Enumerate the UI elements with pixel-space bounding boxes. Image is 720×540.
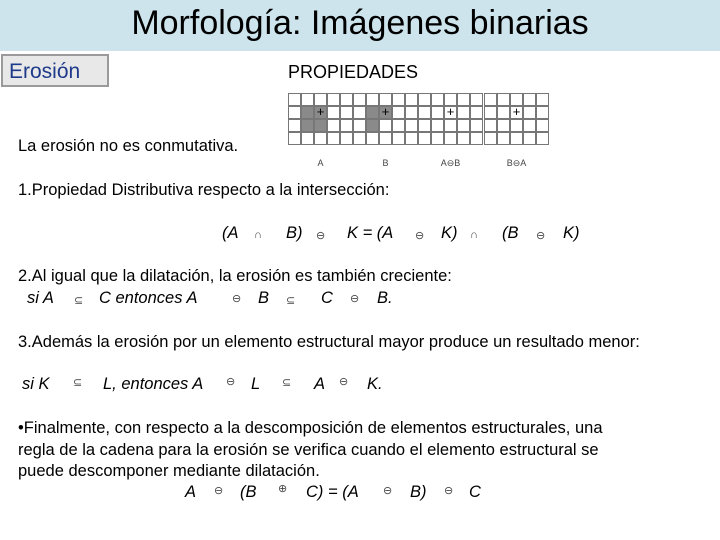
grid-cell (418, 106, 431, 119)
pixel-grid (353, 93, 418, 145)
grid-cell (484, 132, 497, 145)
grid-cell (405, 106, 418, 119)
grid-cell (470, 132, 483, 145)
formula-term: si A (27, 289, 54, 307)
formula-term: C entonces A (99, 289, 198, 307)
grid-cell (523, 132, 536, 145)
formula-term: K = (A (347, 224, 394, 242)
grid-cell (392, 132, 405, 145)
grid-cell (340, 119, 353, 132)
grid-cell (497, 93, 510, 106)
chain-rule-line-1: •Finalmente, con respecto a la descomposición de elementos estructurales, una (18, 419, 603, 437)
pixel-grid (484, 93, 549, 145)
erosion-symbol: ⊖ (226, 376, 236, 388)
formula-term: C (469, 483, 481, 501)
property-3-heading: 3.Además la erosión por un elemento estructural mayor produce un resultado menor: (18, 333, 640, 351)
grid-cell (510, 119, 523, 132)
grid-cell (288, 132, 301, 145)
grid-caption: B (382, 158, 389, 168)
formula-term: K. (367, 375, 383, 393)
grid-cell (353, 119, 366, 132)
properties-title: PROPIEDADES (288, 62, 419, 82)
grid-cell (523, 93, 536, 106)
subset-symbol: ⊆ (286, 295, 296, 307)
grid-cell (484, 106, 497, 119)
grid-cell (392, 93, 405, 106)
erosion-symbol: ⊖ (536, 230, 546, 242)
erosion-symbol: ⊖ (350, 293, 360, 305)
grid-cell (405, 93, 418, 106)
grid-cell (457, 93, 470, 106)
slide-title: Morfología: Imágenes binarias (131, 4, 589, 42)
grid-cell (301, 93, 314, 106)
grid-cell (497, 119, 510, 132)
grid-cell (288, 119, 301, 132)
grid-cell (379, 132, 392, 145)
grid-cell (366, 106, 379, 119)
grid-cell (392, 119, 405, 132)
section-tab (1, 54, 109, 87)
origin-marker: + (446, 104, 455, 119)
grid-cell (418, 132, 431, 145)
grid-cell (288, 93, 301, 106)
grid-cell (510, 132, 523, 145)
pixel-grid (288, 93, 353, 145)
grid-cell (484, 119, 497, 132)
grid-cell (536, 132, 549, 145)
grid-cell (353, 106, 366, 119)
property-1-heading: 1.Propiedad Distributiva respecto a la intersección: (18, 181, 390, 199)
intersection-symbol: ∩ (470, 229, 478, 241)
grid-cell (536, 119, 549, 132)
grid-cell (418, 119, 431, 132)
non-commutative-text: La erosión no es conmutativa. (18, 137, 239, 155)
grid-cell (536, 93, 549, 106)
grid-cell (405, 132, 418, 145)
grid-cell (379, 119, 392, 132)
grid-cell (314, 119, 327, 132)
formula-term: L (251, 375, 261, 393)
grid-cell (353, 132, 366, 145)
grid-cell (340, 106, 353, 119)
grid-cell (314, 132, 327, 145)
grid-cell (327, 106, 340, 119)
chain-rule-line-3: puede descomponer mediante dilatación. (18, 462, 320, 480)
chain-rule-line-2: regla de la cadena para la erosión se verifica cuando el elemento estructural se (18, 441, 599, 459)
formula-term: B) (286, 224, 303, 242)
formula-term: (A (222, 224, 239, 242)
section-label: Erosión (9, 60, 81, 83)
grid-cell (366, 119, 379, 132)
grid-cell (392, 106, 405, 119)
erosion-symbol: ⊖ (316, 230, 326, 242)
grid-cell (288, 106, 301, 119)
origin-marker: + (512, 104, 521, 119)
grid-cell (457, 119, 470, 132)
grid-cell (431, 93, 444, 106)
formula-term: K) (563, 224, 580, 242)
grid-cell (366, 132, 379, 145)
grid-cell (431, 132, 444, 145)
grid-cell (484, 93, 497, 106)
formula-term: (B (502, 224, 519, 242)
formula-term: L, entonces A (103, 375, 204, 393)
grid-cell (497, 106, 510, 119)
grid-cell (444, 132, 457, 145)
formula-term: B) (410, 483, 427, 501)
grid-cell (523, 106, 536, 119)
grid-cell (327, 132, 340, 145)
grid-cell (327, 119, 340, 132)
formula-term: C) = (A (306, 483, 359, 501)
erosion-symbol: ⊖ (214, 485, 224, 497)
grid-cell (418, 93, 431, 106)
grid-cell (405, 119, 418, 132)
grid-cell (457, 132, 470, 145)
grid-caption: B⊖A (506, 158, 527, 168)
formula-term: A (314, 375, 326, 393)
grid-cell (497, 132, 510, 145)
grid-cell (301, 119, 314, 132)
grid-cell (470, 106, 483, 119)
grid-cell (470, 93, 483, 106)
pixel-grid (418, 93, 483, 145)
formula-term: B (258, 289, 270, 307)
grid-cell (353, 93, 366, 106)
property-2-heading: 2.Al igual que la dilatación, la erosión es también creciente: (18, 267, 452, 285)
subset-symbol: ⊆ (74, 295, 84, 307)
grid-cell (431, 106, 444, 119)
grid-cell (536, 106, 549, 119)
subset-symbol: ⊆ (282, 377, 292, 389)
formula-term: si K (22, 375, 50, 393)
grid-cell (470, 119, 483, 132)
subset-symbol: ⊆ (73, 377, 83, 389)
grid-cell (301, 106, 314, 119)
formula-term: K) (441, 224, 458, 242)
grid-caption: A (317, 158, 324, 168)
dilation-symbol: ⊕ (278, 483, 288, 495)
formula-term: C (321, 289, 333, 307)
grid-cell (431, 119, 444, 132)
grid-cell (444, 119, 457, 132)
grid-cell (457, 106, 470, 119)
origin-marker: + (381, 104, 390, 119)
erosion-symbol: ⊖ (339, 376, 349, 388)
erosion-symbol: ⊖ (444, 485, 454, 497)
erosion-symbol: ⊖ (232, 293, 242, 305)
grid-cell (340, 93, 353, 106)
grid-caption: A⊖B (440, 158, 461, 168)
formula-term: (B (240, 483, 257, 501)
erosion-symbol: ⊖ (415, 230, 425, 242)
grid-cell (366, 93, 379, 106)
grid-cell (523, 119, 536, 132)
formula-term: A (185, 483, 197, 501)
grid-cell (340, 132, 353, 145)
erosion-symbol: ⊖ (383, 485, 393, 497)
origin-marker: + (316, 104, 325, 119)
grid-cell (327, 93, 340, 106)
formula-term: B. (377, 289, 393, 307)
grid-cell (301, 132, 314, 145)
intersection-symbol: ∩ (254, 229, 262, 241)
